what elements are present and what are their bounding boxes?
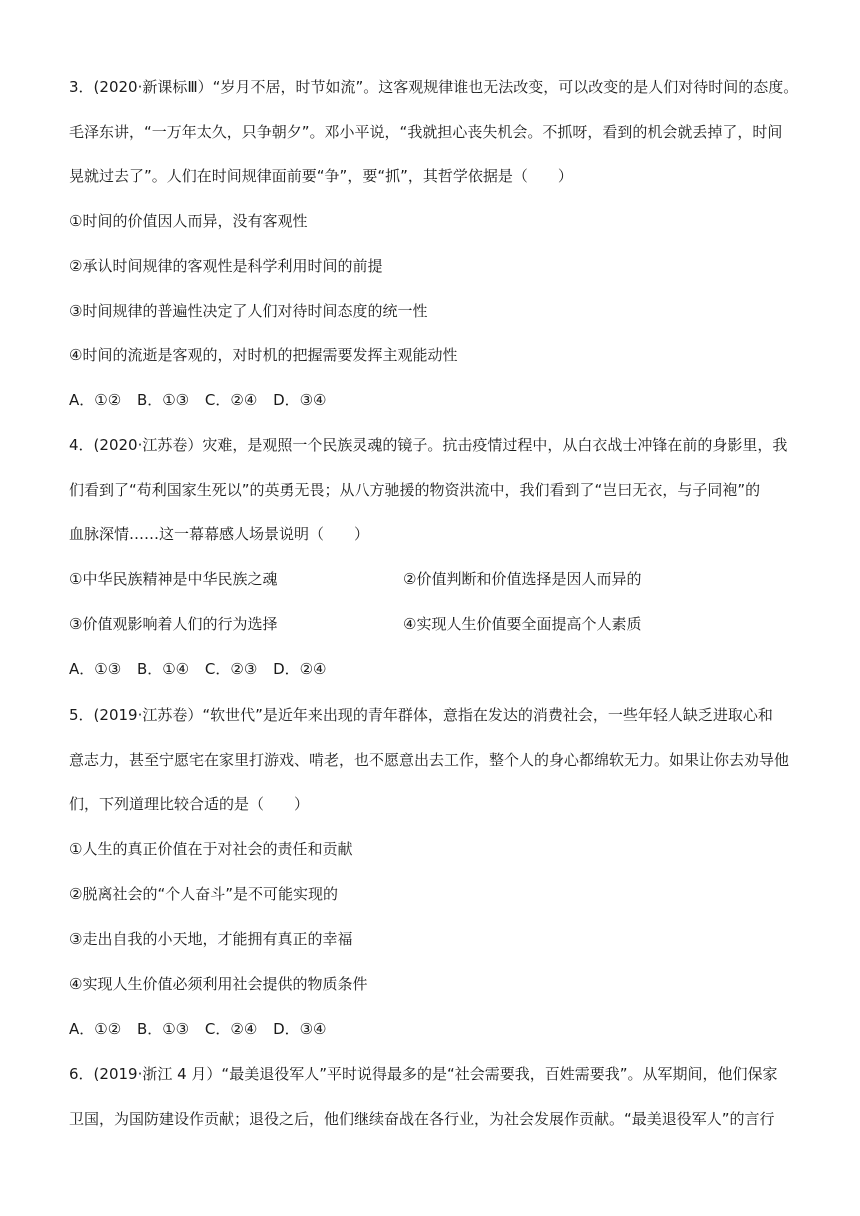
- q5-option-2: ②脱离社会的“个人奋斗”是不可能实现的: [69, 885, 338, 903]
- q5-choice-a: A．①②: [69, 1020, 122, 1038]
- q5-option-4: ④实现人生价值必须利用社会提供的物质条件: [69, 975, 368, 993]
- q3-stem-line-2: 毛泽东讲，“一万年太久，只争朝夕”。邓小平说，“我就担心丧失机会。不抓呀，看到的机会就丢掉了，时间: [69, 123, 783, 141]
- q4-option-2: ②价值判断和价值选择是因人而异的: [403, 570, 642, 588]
- q4-stem-line-3: 血脉深情……这一幕幕感人场景说明（ ）: [69, 525, 370, 543]
- q3-option-4: ④时间的流逝是客观的，对时机的把握需要发挥主观能动性: [69, 346, 458, 364]
- q5-stem-line-2: 意志力，甚至宁愿宅在家里打游戏、啃老，也不愿意出去工作，整个人的身心都绵软无力。如果让你去劝导他: [69, 751, 790, 769]
- q3-choice-d: D．③④: [273, 391, 327, 409]
- q5-stem-line-1: 5．(2019·江苏卷）“软世代”是近年来出现的青年群体，意指在发达的消费社会，一些年轻人缺乏进取心和: [69, 706, 773, 724]
- q3-stem-line-3: 晃就过去了”。人们在时间规律面前要“争”，要“抓”，其哲学依据是（ ）: [69, 167, 573, 185]
- q5-option-3: ③走出自我的小天地，才能拥有真正的幸福: [69, 930, 353, 948]
- q3-option-2: ②承认时间规律的客观性是科学利用时间的前提: [69, 257, 383, 275]
- q4-choice-d: D．②④: [273, 660, 327, 678]
- q3-option-3: ③时间规律的普遍性决定了人们对待时间态度的统一性: [69, 302, 428, 320]
- q5-option-1: ①人生的真正价值在于对社会的责任和贡献: [69, 840, 353, 858]
- q5-stem-line-3: 们，下列道理比较合适的是（ ）: [69, 795, 310, 813]
- q3-choice-b: B．①③: [136, 391, 190, 409]
- q4-stem-line-2: 们看到了“苟利国家生死以”的英勇无畏；从八方驰援的物资洪流中，我们看到了“岂曰无衣，与子同袍”的: [69, 481, 761, 499]
- q3-choices: [69, 389, 338, 411]
- q4-option-1: ①中华民族精神是中华民族之魂: [69, 570, 278, 588]
- q3-stem-line-1: 3．(2020·新课标Ⅲ）“岁月不居，时节如流”。这客观规律谁也无法改变，可以改变的是人们对待时间的态度。: [69, 78, 799, 96]
- q4-option-3: ③价值观影响着人们的行为选择: [69, 615, 278, 633]
- q6-stem-line-1: 6．(2019·浙江 4 月）“最美退役军人”平时说得最多的是“社会需要我，百姓需要我”。从军期间，他们保家: [69, 1065, 778, 1083]
- q3-option-1: ①时间的价值因人而异，没有客观性: [69, 212, 308, 230]
- q5-choice-d: D．③④: [273, 1020, 327, 1038]
- q4-choice-a: A．①③: [69, 660, 122, 678]
- q4-option-4: ④实现人生价值要全面提高个人素质: [403, 615, 642, 633]
- q4-choices: [69, 658, 338, 680]
- q3-choice-c: C．②④: [204, 391, 258, 409]
- q5-choice-b: B．①③: [136, 1020, 190, 1038]
- q4-choice-b: B．①④: [136, 660, 190, 678]
- q4-stem-line-1: 4．(2020·江苏卷）灾难，是观照一个民族灵魂的镜子。抗击疫情过程中，从白衣战士冲锋在前的身影里，我: [69, 436, 788, 454]
- q6-stem-line-2: 卫国，为国防建设作贡献；退役之后，他们继续奋战在各行业，为社会发展作贡献。“最美退役军人”的言行: [69, 1110, 775, 1128]
- q5-choices: [69, 1018, 338, 1040]
- q4-choice-c: C．②③: [204, 660, 258, 678]
- q5-choice-c: C．②④: [204, 1020, 258, 1038]
- q3-choice-a: A．①②: [69, 391, 122, 409]
